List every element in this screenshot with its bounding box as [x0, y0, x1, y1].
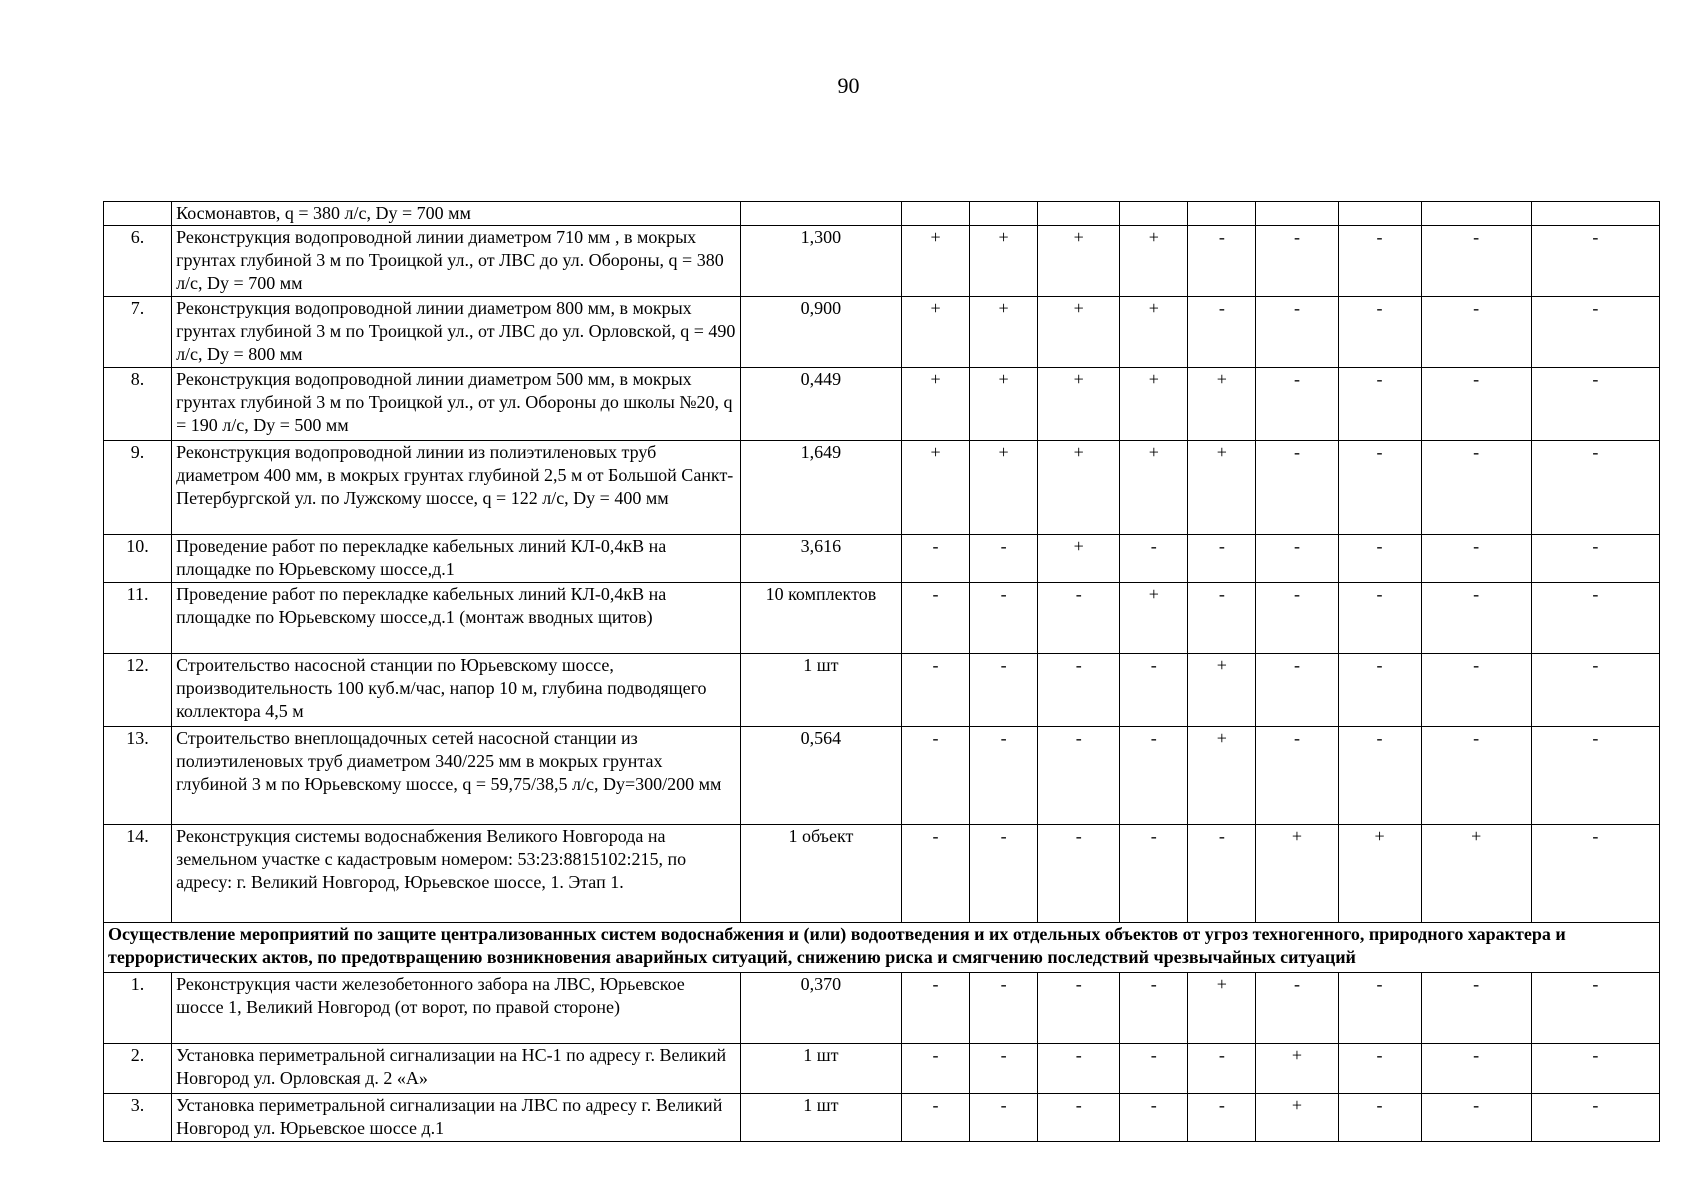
year-mark-1: -	[902, 583, 970, 654]
row-number: 11.	[104, 583, 172, 654]
year-mark-1: +	[902, 226, 970, 297]
row-description: Установка периметральной сигнализации на ЛВС по адресу г. Великий Новгород ул. Юрьевское шоссе д.1	[172, 1094, 741, 1142]
row-quantity: 10 комплектов	[740, 583, 901, 654]
year-mark-6: -	[1256, 535, 1338, 583]
table-row	[104, 202, 1660, 226]
table-row	[104, 973, 1660, 1044]
year-mark-7: -	[1338, 535, 1421, 583]
year-mark-9: -	[1531, 226, 1659, 297]
year-mark-9: -	[1531, 825, 1659, 923]
year-mark-1: -	[902, 973, 970, 1044]
row-description: Космонавтов, q = 380 л/с, Dy = 700 мм	[172, 202, 741, 226]
row-description: Установка периметральной сигнализации на НС-1 по адресу г. Великий Новгород ул. Орловская д. 2 «А»	[172, 1044, 741, 1094]
row-number: 7.	[104, 297, 172, 368]
year-mark-5: +	[1188, 973, 1256, 1044]
year-mark-1: -	[902, 727, 970, 825]
year-mark-1: -	[902, 1044, 970, 1094]
year-mark-6: -	[1256, 226, 1338, 297]
year-mark-3: -	[1038, 583, 1120, 654]
year-mark-8: -	[1421, 226, 1531, 297]
year-mark-4	[1120, 202, 1188, 226]
year-mark-1: +	[902, 441, 970, 535]
year-mark-6: -	[1256, 654, 1338, 727]
year-mark-7: -	[1338, 1094, 1421, 1142]
year-mark-5: +	[1188, 368, 1256, 441]
year-mark-3: -	[1038, 825, 1120, 923]
year-mark-6: -	[1256, 368, 1338, 441]
year-mark-8: -	[1421, 1094, 1531, 1142]
year-mark-2: +	[970, 441, 1038, 535]
year-mark-5: -	[1188, 297, 1256, 368]
year-mark-7: -	[1338, 297, 1421, 368]
measures-table	[103, 201, 1660, 1142]
year-mark-1	[902, 202, 970, 226]
table-body-lower	[104, 973, 1660, 1142]
year-mark-6	[1256, 202, 1338, 226]
table-row	[104, 297, 1660, 368]
page-number: 90	[837, 73, 860, 98]
row-number: 10.	[104, 535, 172, 583]
year-mark-6: +	[1256, 825, 1338, 923]
year-mark-7: -	[1338, 368, 1421, 441]
row-quantity: 0,449	[740, 368, 901, 441]
year-mark-8: -	[1421, 1044, 1531, 1094]
year-mark-4: +	[1120, 441, 1188, 535]
table-row	[104, 226, 1660, 297]
row-description: Реконструкция водопроводной линии диаметром 800 мм, в мокрых грунтах глубиной 3 м по Троицкой ул., от ЛВС до ул. Орловской, q = 490 л/с, Dy = 800 мм	[172, 297, 741, 368]
table-row	[104, 1094, 1660, 1142]
row-number: 9.	[104, 441, 172, 535]
year-mark-8	[1421, 202, 1531, 226]
year-mark-6: -	[1256, 441, 1338, 535]
year-mark-8: -	[1421, 368, 1531, 441]
year-mark-9: -	[1531, 535, 1659, 583]
year-mark-4: -	[1120, 1094, 1188, 1142]
year-mark-9: -	[1531, 973, 1659, 1044]
row-quantity	[740, 202, 901, 226]
year-mark-5: -	[1188, 583, 1256, 654]
year-mark-8: +	[1421, 825, 1531, 923]
year-mark-3: -	[1038, 654, 1120, 727]
year-mark-3: +	[1038, 535, 1120, 583]
row-quantity: 1,300	[740, 226, 901, 297]
row-number	[104, 202, 172, 226]
row-description: Реконструкция водопроводной линии диаметром 710 мм , в мокрых грунтах глубиной 3 м по Троицкой ул., от ЛВС до ул. Обороны, q = 380 л/с, Dy = 700 мм	[172, 226, 741, 297]
year-mark-4: -	[1120, 654, 1188, 727]
row-description: Реконструкция системы водоснабжения Великого Новгорода на земельном участке с кадастровым номером: 53:23:8815102:215, по адресу: г. Великий Новгород, Юрьевское шоссе, 1. Этап 1.	[172, 825, 741, 923]
year-mark-4: -	[1120, 1044, 1188, 1094]
row-number: 1.	[104, 973, 172, 1044]
year-mark-8: -	[1421, 535, 1531, 583]
year-mark-8: -	[1421, 973, 1531, 1044]
year-mark-4: +	[1120, 226, 1188, 297]
year-mark-2: -	[970, 535, 1038, 583]
year-mark-2: -	[970, 727, 1038, 825]
row-description: Строительство насосной станции по Юрьевскому шоссе, производительность 100 куб.м/час, напор 10 м, глубина подводящего коллектора 4,5 м	[172, 654, 741, 727]
year-mark-7: -	[1338, 654, 1421, 727]
year-mark-9: -	[1531, 1044, 1659, 1094]
row-quantity: 0,370	[740, 973, 901, 1044]
row-description: Реконструкция части железобетонного забора на ЛВС, Юрьевское шоссе 1, Великий Новгород (от ворот, по правой стороне)	[172, 973, 741, 1044]
row-quantity: 1,649	[740, 441, 901, 535]
year-mark-3: +	[1038, 297, 1120, 368]
row-quantity: 0,900	[740, 297, 901, 368]
year-mark-9: -	[1531, 727, 1659, 825]
year-mark-9: -	[1531, 297, 1659, 368]
section-row	[104, 923, 1660, 973]
year-mark-9: -	[1531, 441, 1659, 535]
row-description: Строительство внеплощадочных сетей насосной станции из полиэтиленовых труб диаметром 340/225 мм в мокрых грунтах глубиной 3 м по Юрьевскому шоссе, q = 59,75/38,5 л/с, Dy=300/200 мм	[172, 727, 741, 825]
year-mark-5: -	[1188, 825, 1256, 923]
year-mark-7	[1338, 202, 1421, 226]
table-row	[104, 368, 1660, 441]
year-mark-6: -	[1256, 727, 1338, 825]
year-mark-9: -	[1531, 583, 1659, 654]
year-mark-6: -	[1256, 583, 1338, 654]
year-mark-1: -	[902, 825, 970, 923]
row-description: Проведение работ по перекладке кабельных линий КЛ-0,4кВ на площадке по Юрьевскому шоссе,д.1 (монтаж вводных щитов)	[172, 583, 741, 654]
year-mark-1: -	[902, 535, 970, 583]
table-row	[104, 727, 1660, 825]
table-row	[104, 441, 1660, 535]
year-mark-6: +	[1256, 1044, 1338, 1094]
year-mark-1: -	[902, 1094, 970, 1142]
row-quantity: 1 шт	[740, 654, 901, 727]
year-mark-7: -	[1338, 583, 1421, 654]
year-mark-3: -	[1038, 973, 1120, 1044]
table-row	[104, 654, 1660, 727]
year-mark-8: -	[1421, 441, 1531, 535]
year-mark-4: -	[1120, 727, 1188, 825]
year-mark-2	[970, 202, 1038, 226]
year-mark-7: -	[1338, 727, 1421, 825]
year-mark-9: -	[1531, 1094, 1659, 1142]
year-mark-1: +	[902, 297, 970, 368]
row-number: 8.	[104, 368, 172, 441]
year-mark-3: -	[1038, 1094, 1120, 1142]
year-mark-8: -	[1421, 654, 1531, 727]
row-number: 6.	[104, 226, 172, 297]
row-quantity: 1 шт	[740, 1044, 901, 1094]
year-mark-2: -	[970, 1094, 1038, 1142]
year-mark-6: -	[1256, 297, 1338, 368]
year-mark-2: -	[970, 825, 1038, 923]
year-mark-3: +	[1038, 226, 1120, 297]
year-mark-5: -	[1188, 1094, 1256, 1142]
year-mark-7: -	[1338, 226, 1421, 297]
row-description: Реконструкция водопроводной линии диаметром 500 мм, в мокрых грунтах глубиной 3 м по Троицкой ул., от ул. Обороны до школы №20, q = 190 л/с, Dy = 500 мм	[172, 368, 741, 441]
year-mark-8: -	[1421, 297, 1531, 368]
year-mark-5: -	[1188, 535, 1256, 583]
year-mark-5: -	[1188, 226, 1256, 297]
table-body-upper	[104, 202, 1660, 923]
year-mark-7: -	[1338, 973, 1421, 1044]
year-mark-2: -	[970, 973, 1038, 1044]
year-mark-7: -	[1338, 441, 1421, 535]
table-row	[104, 535, 1660, 583]
year-mark-5	[1188, 202, 1256, 226]
year-mark-9: -	[1531, 368, 1659, 441]
table-row	[104, 583, 1660, 654]
year-mark-4: -	[1120, 973, 1188, 1044]
year-mark-6: +	[1256, 1094, 1338, 1142]
row-number: 2.	[104, 1044, 172, 1094]
year-mark-5: +	[1188, 441, 1256, 535]
row-number: 14.	[104, 825, 172, 923]
year-mark-7: +	[1338, 825, 1421, 923]
year-mark-2: -	[970, 1044, 1038, 1094]
row-number: 12.	[104, 654, 172, 727]
year-mark-5: +	[1188, 727, 1256, 825]
year-mark-4: +	[1120, 297, 1188, 368]
year-mark-4: -	[1120, 825, 1188, 923]
year-mark-8: -	[1421, 583, 1531, 654]
section-title: Осуществление мероприятий по защите централизованных систем водоснабжения и (или) водоотведения и их отдельных объектов от угроз техногенного, природного характера и террористических актов, по предотвращению возникновения аварийных ситуаций, снижению риска и смягчению последствий чрезвычайных ситуаций	[104, 923, 1660, 973]
year-mark-3	[1038, 202, 1120, 226]
row-quantity: 1 шт	[740, 1094, 901, 1142]
row-number: 13.	[104, 727, 172, 825]
year-mark-7: -	[1338, 1044, 1421, 1094]
year-mark-1: +	[902, 368, 970, 441]
year-mark-1: -	[902, 654, 970, 727]
row-number: 3.	[104, 1094, 172, 1142]
year-mark-5: +	[1188, 654, 1256, 727]
year-mark-2: +	[970, 368, 1038, 441]
year-mark-8: -	[1421, 727, 1531, 825]
row-description: Реконструкция водопроводной линии из полиэтиленовых труб диаметром 400 мм, в мокрых грунтах глубиной 2,5 м от Большой Санкт-Петербургской ул. по Лужскому шоссе, q = 122 л/с, Dy = 400 мм	[172, 441, 741, 535]
year-mark-3: -	[1038, 1044, 1120, 1094]
year-mark-4: -	[1120, 535, 1188, 583]
row-description: Проведение работ по перекладке кабельных линий КЛ-0,4кВ на площадке по Юрьевскому шоссе,д.1	[172, 535, 741, 583]
year-mark-9	[1531, 202, 1659, 226]
row-quantity: 0,564	[740, 727, 901, 825]
year-mark-3: +	[1038, 441, 1120, 535]
year-mark-4: +	[1120, 583, 1188, 654]
year-mark-2: +	[970, 226, 1038, 297]
row-quantity: 3,616	[740, 535, 901, 583]
year-mark-2: +	[970, 297, 1038, 368]
year-mark-2: -	[970, 654, 1038, 727]
table-row	[104, 825, 1660, 923]
year-mark-3: -	[1038, 727, 1120, 825]
year-mark-4: +	[1120, 368, 1188, 441]
table-row	[104, 1044, 1660, 1094]
year-mark-3: +	[1038, 368, 1120, 441]
year-mark-2: -	[970, 583, 1038, 654]
year-mark-5: -	[1188, 1044, 1256, 1094]
table-section	[104, 923, 1660, 973]
year-mark-6: -	[1256, 973, 1338, 1044]
row-quantity: 1 объект	[740, 825, 901, 923]
year-mark-9: -	[1531, 654, 1659, 727]
